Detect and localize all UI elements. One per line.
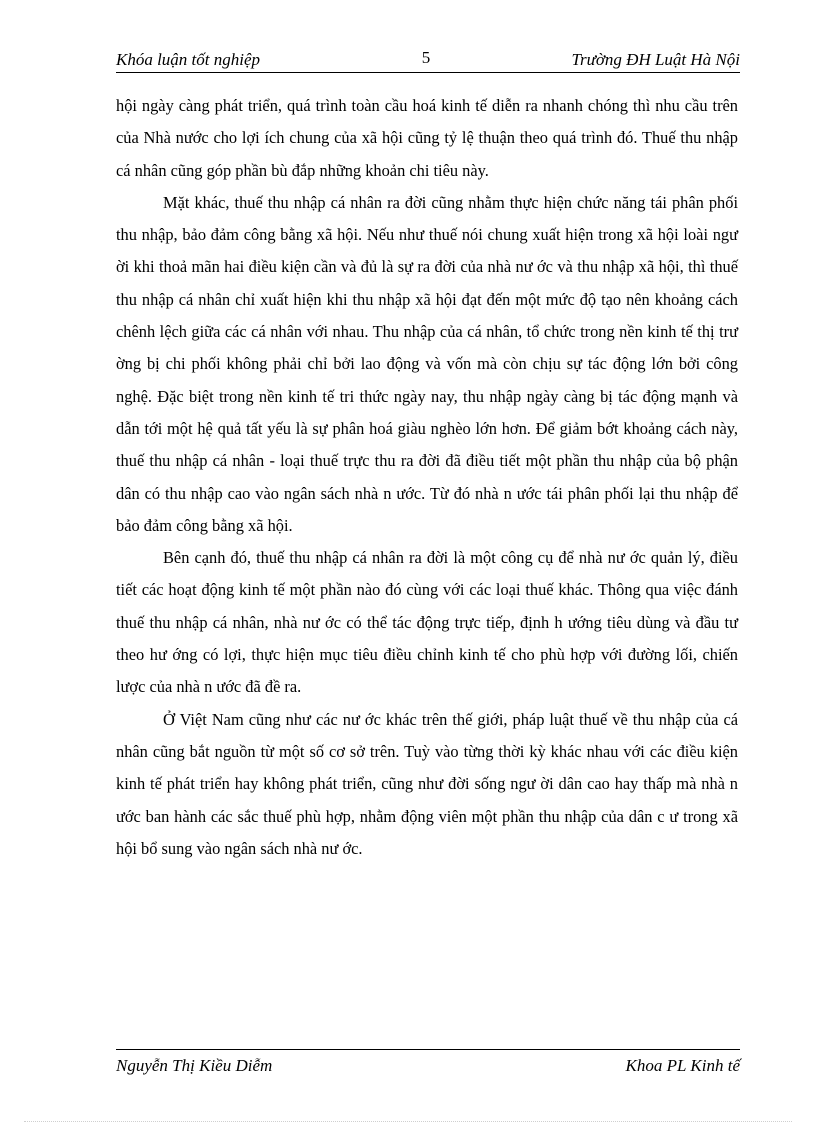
page-header: [116, 48, 740, 73]
paragraph-4: Ở Việt Nam cũng như các nư ớc khác trên thế giới, pháp luật thuế về thu nhập của cá nhân cũng bắt nguồn từ một số cơ sở trên. Tuỳ vào từng thời kỳ khác nhau với các điều kiện kinh tế phát triển hay không phát triển, cũng như đời sống ngư ời dân cao hay thấp mà nhà n ước ban hành các sắc thuế phù hợp, nhằm động viên một phần thu nhập của dân c ư trong xã hội bổ sung vào ngân sách nhà nư ớc.: [116, 709, 738, 858]
paragraph-3: Bên cạnh đó, thuế thu nhập cá nhân ra đời là một công cụ để nhà nư ớc quản lý, điều tiết các hoạt động kinh tế một phần nào đó cùng với các loại thuế khác. Thông qua việc đánh thuế thu nhập cá nhân, nhà nư ớc có thể tác động trực tiếp, định h ướng tiêu dùng và đầu tư theo hư ớng có lợi, thực hiện mục tiêu điều chỉnh kinh tế cho phù hợp với đường lối, chiến lược của nhà n ước đã đề ra.: [116, 548, 738, 697]
paragraph-1: hội ngày càng phát triển, quá trình toàn cầu hoá kinh tế diễn ra nhanh chóng thì nhu cầu trên của Nhà nước cho lợi ích chung của xã hội cũng tỷ lệ thuận theo quá trình đó. Thuế thu nhập cá nhân cũng góp phần bù đắp những khoản chi tiêu này.: [116, 96, 738, 180]
document-body: [116, 90, 738, 865]
page-footer: [116, 1054, 740, 1078]
paragraph-2: Mặt khác, thuế thu nhập cá nhân ra đời cũng nhằm thực hiện chức năng tái phân phối thu nhập, bảo đảm công bằng xã hội. Nếu như thuế nói chung xuất hiện trong xã hội loài ngư ời khi thoả mãn hai điều kiện cần và đủ là sự ra đời của nhà nư ớc và thu nhập xã hội, thì thuế thu nhập cá nhân chỉ xuất hiện khi thu nhập xã hội đạt đến một mức độ tạo nên khoảng cách chênh lệch giữa các cá nhân với nhau. Thu nhập của cá nhân, tổ chức trong nền kinh tế thị trư ờng bị chi phối không phải chỉ bởi lao động và vốn mà còn chịu sự tác động lớn bởi công nghệ. Đặc biệt trong nền kinh tế tri thức ngày nay, thu nhập ngày càng bị tác động mạnh và dẫn tới một hệ quả tất yếu là sự phân hoá giàu nghèo lớn hơn. Để giảm bớt khoảng cách này, thuế thu nhập cá nhân - loại thuế trực thu ra đời đã điều tiết một phần thu nhập của bộ phận dân có thu nhập cao vào ngân sách nhà n ước. Từ đó nhà n ước tái phân phối lại thu nhập để bảo đảm công bằng xã hội.: [116, 192, 738, 535]
header-university: Trường ĐH Luật Hà Nội: [571, 50, 740, 69]
footer-author: Nguyễn Thị Kiều Diễm: [116, 1056, 273, 1075]
footer-divider: [116, 1049, 740, 1050]
header-thesis-label: Khóa luận tốt nghiệp: [116, 50, 261, 69]
page-bottom-edge: [24, 1121, 792, 1122]
footer-faculty: Khoa PL Kinh tế: [625, 1056, 740, 1075]
page-number: 5: [421, 48, 431, 67]
